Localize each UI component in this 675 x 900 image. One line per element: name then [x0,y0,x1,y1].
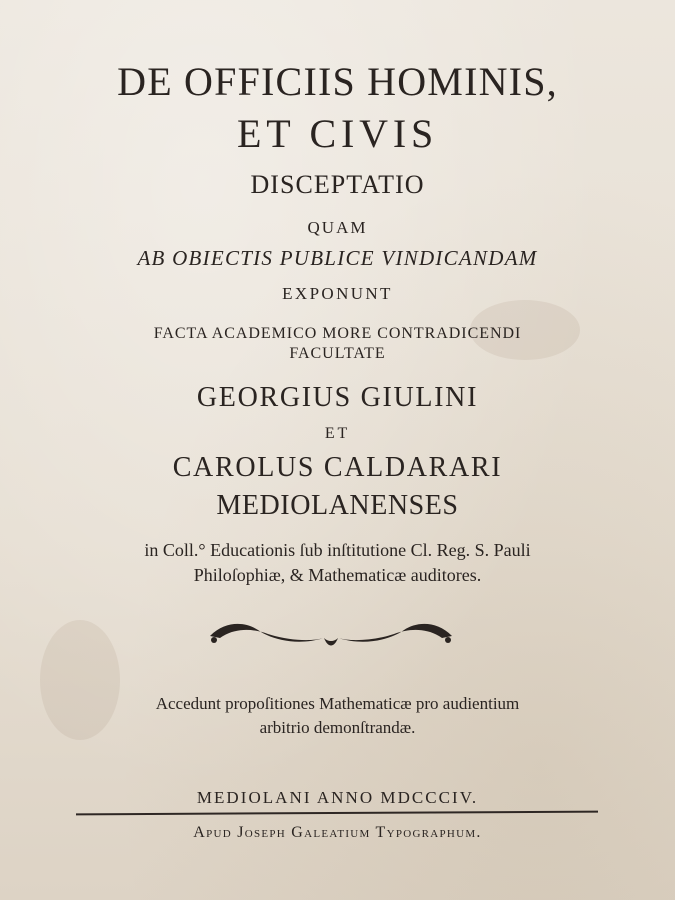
ab-obiectis-text: AB OBIECTIS PUBLICE VINDICANDAM [137,246,538,270]
quam-text: QUAM [307,218,368,237]
title-line-1: DE OFFICIIS HOMINIS, [117,59,558,104]
author-1: GEORGIUS GIULINI [196,382,479,413]
facta-line-1: FACTA ACADEMICO MORE CONTRADICENDI [153,325,522,342]
accedunt-line-1: Accedunt propoſitiones Mathematicæ pro audientium [155,694,520,713]
conjunction-et: ET [324,425,351,442]
exponunt-text: EXPONUNT [282,284,393,303]
author-2: CAROLUS CALDARARI [172,452,503,483]
college-line-2: Philoſophiæ, & Mathematicæ auditores. [193,565,482,585]
swash-ornament-icon [206,616,456,656]
subtitle: DISCEPTATIO [250,170,425,199]
imprint-rule [76,811,598,816]
imprint-place: MEDIOLANI ANNO MDCCCIV. [196,788,479,807]
accedunt-line-2: arbitrio demonſtrandæ. [259,718,416,737]
mediolanenses-text: MEDIOLANENSES [216,490,459,521]
facta-line-2: FACULTATE [289,345,386,362]
title-line-2: ET CIVIS [237,111,438,156]
imprint-printer: Apud Joseph Galeatium Typographum. [193,824,482,841]
college-line-1: in Coll.° Educationis ſub inſtitutione Cl. Reg. S. Pauli [144,540,531,560]
